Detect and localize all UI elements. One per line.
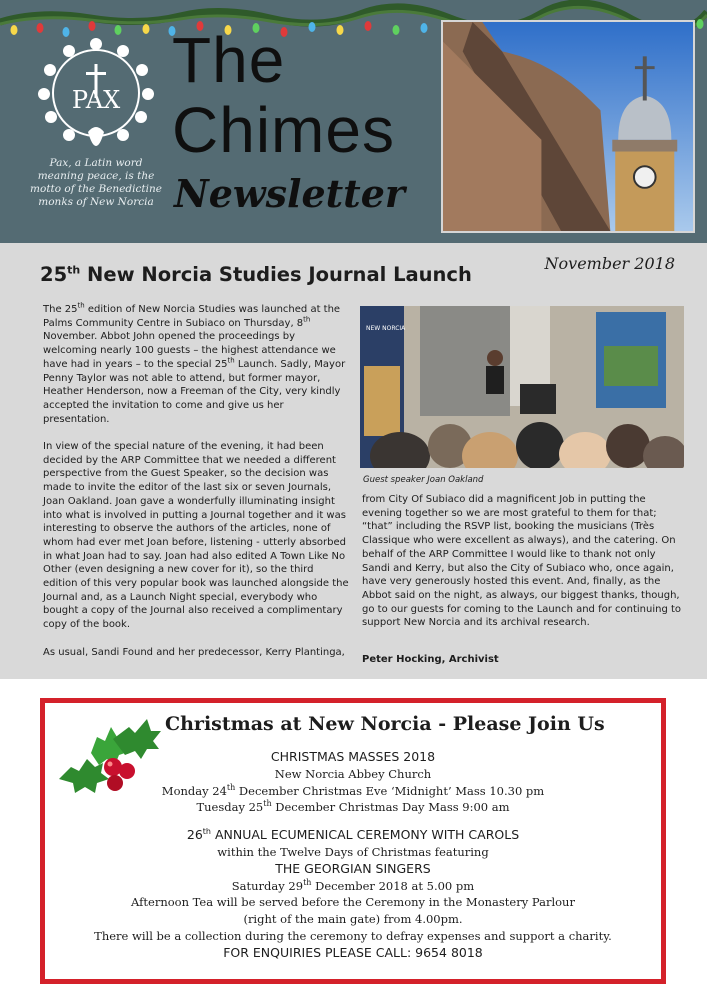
collection-note: There will be a collection during the ceremony to defray expenses and support a charity. bbox=[94, 928, 612, 943]
church-name: New Norcia Abbey Church bbox=[274, 766, 432, 781]
article-paragraph: As usual, Sandi Found and her predecessor, Kerry Plantinga, bbox=[43, 646, 345, 658]
carols-date: Saturday 29th December 2018 at 5.00 pm bbox=[231, 877, 475, 893]
article-section bbox=[0, 243, 707, 679]
masthead-newsletter: Newsletter bbox=[174, 171, 405, 216]
christmas-title: Christmas at New Norcia - Please Join Us bbox=[165, 713, 605, 735]
issue-date: November 2018 bbox=[544, 254, 675, 273]
mass-christmas-eve: Monday 24th December Christmas Eve ‘Midnight’ Mass 10.30 pm bbox=[161, 782, 545, 798]
pax-logo bbox=[34, 36, 158, 148]
singers-name: THE GEORGIAN SINGERS bbox=[275, 860, 431, 876]
article-title: 25th New Norcia Studies Journal Launch bbox=[40, 263, 472, 286]
carols-subheading: within the Twelve Days of Christmas featuring bbox=[217, 844, 489, 859]
masses-heading: CHRISTMAS MASSES 2018 bbox=[270, 749, 436, 764]
svg-text:NEW NORCIA: NEW NORCIA bbox=[366, 325, 406, 332]
article-left-column bbox=[43, 303, 349, 673]
mass-christmas-day: Tuesday 25th December Christmas Day Mass 9:00 am bbox=[196, 799, 510, 815]
article-right-column: from City Of Subiaco did a magnificent Job in putting the evening together so we are most grateful to them for that; “that” including the RSVP list, booking the musicians (Très Classique who were excellent as always), and the catering. On behalf of the ARP Committee I would like to thank not only Sandi and Kerry, but also the City of Subiaco who, once again, have very generously hosted this event. And, finally, as the Abbot said on the night, as always, our biggest thanks, though, go to our guests for coming to the Launch and for continuing to support New Norcia and its archival research. bbox=[362, 494, 682, 629]
launch-event-photo bbox=[360, 306, 684, 468]
christmas-details bbox=[45, 749, 661, 962]
enquiries-phone: FOR ENQUIRIES PLEASE CALL: 9654 8018 bbox=[223, 944, 483, 960]
article-paragraph: The 25th edition of New Norcia Studies was launched at the Palms Community Centre in Subiaco on Thursday, 8th November. Abbot John opened the proceedings by welcoming nearly 100 guests – the highest attendance we have had in years – to the special 25th Launch. Sadly, Mayor Penny Taylor was not able to attend, but former mayor, Heather Henderson, now a Freeman of the City, very kindly accepted the invitation to come and give us her presentation. bbox=[43, 301, 346, 425]
svg-text:PAX: PAX bbox=[71, 86, 121, 114]
motto-text: Pax, a Latin word meaning peace, is the motto of the Benedictine monks of New Norcia bbox=[30, 157, 162, 208]
article-signature: Peter Hocking, Archivist bbox=[362, 654, 499, 665]
afternoon-tea-location: (right of the main gate) from 4.00pm. bbox=[243, 912, 463, 927]
newsletter-header bbox=[0, 0, 707, 243]
church-tower-photo bbox=[441, 20, 695, 233]
article-paragraph: In view of the special nature of the evening, it had been decided by the ARP Committee that we needed a different perspective from the Guest Speaker, so the decision was made to invite the editor of the last six or seven Journals, Joan Oakland. Joan gave a wonderfully illuminating insight into what is involved in putting a Journal together and it was interesting to observe the authors of the articles, none of whom had ever met Joan before, listening - utterly absorbed in what Joan had to say. Joan had also edited A Town Like No Other (even designing a new cover for it), so the third edition of this very popular book was launched alongside the Journal and, as a Launch Night special, everybody who bought a copy of the Journal also received a complimentary copy of the book. bbox=[43, 441, 349, 631]
masthead-the: The bbox=[172, 24, 286, 96]
afternoon-tea-line: Afternoon Tea will be served before the Ceremony in the Monastery Parlour bbox=[131, 895, 575, 910]
carols-heading: 26th ANNUAL ECUMENICAL CEREMONY WITH CAROLS bbox=[186, 827, 520, 843]
photo-caption: Guest speaker Joan Oakland bbox=[363, 475, 484, 485]
christmas-event-box bbox=[40, 698, 666, 984]
masthead-chimes: Chimes bbox=[172, 94, 395, 166]
